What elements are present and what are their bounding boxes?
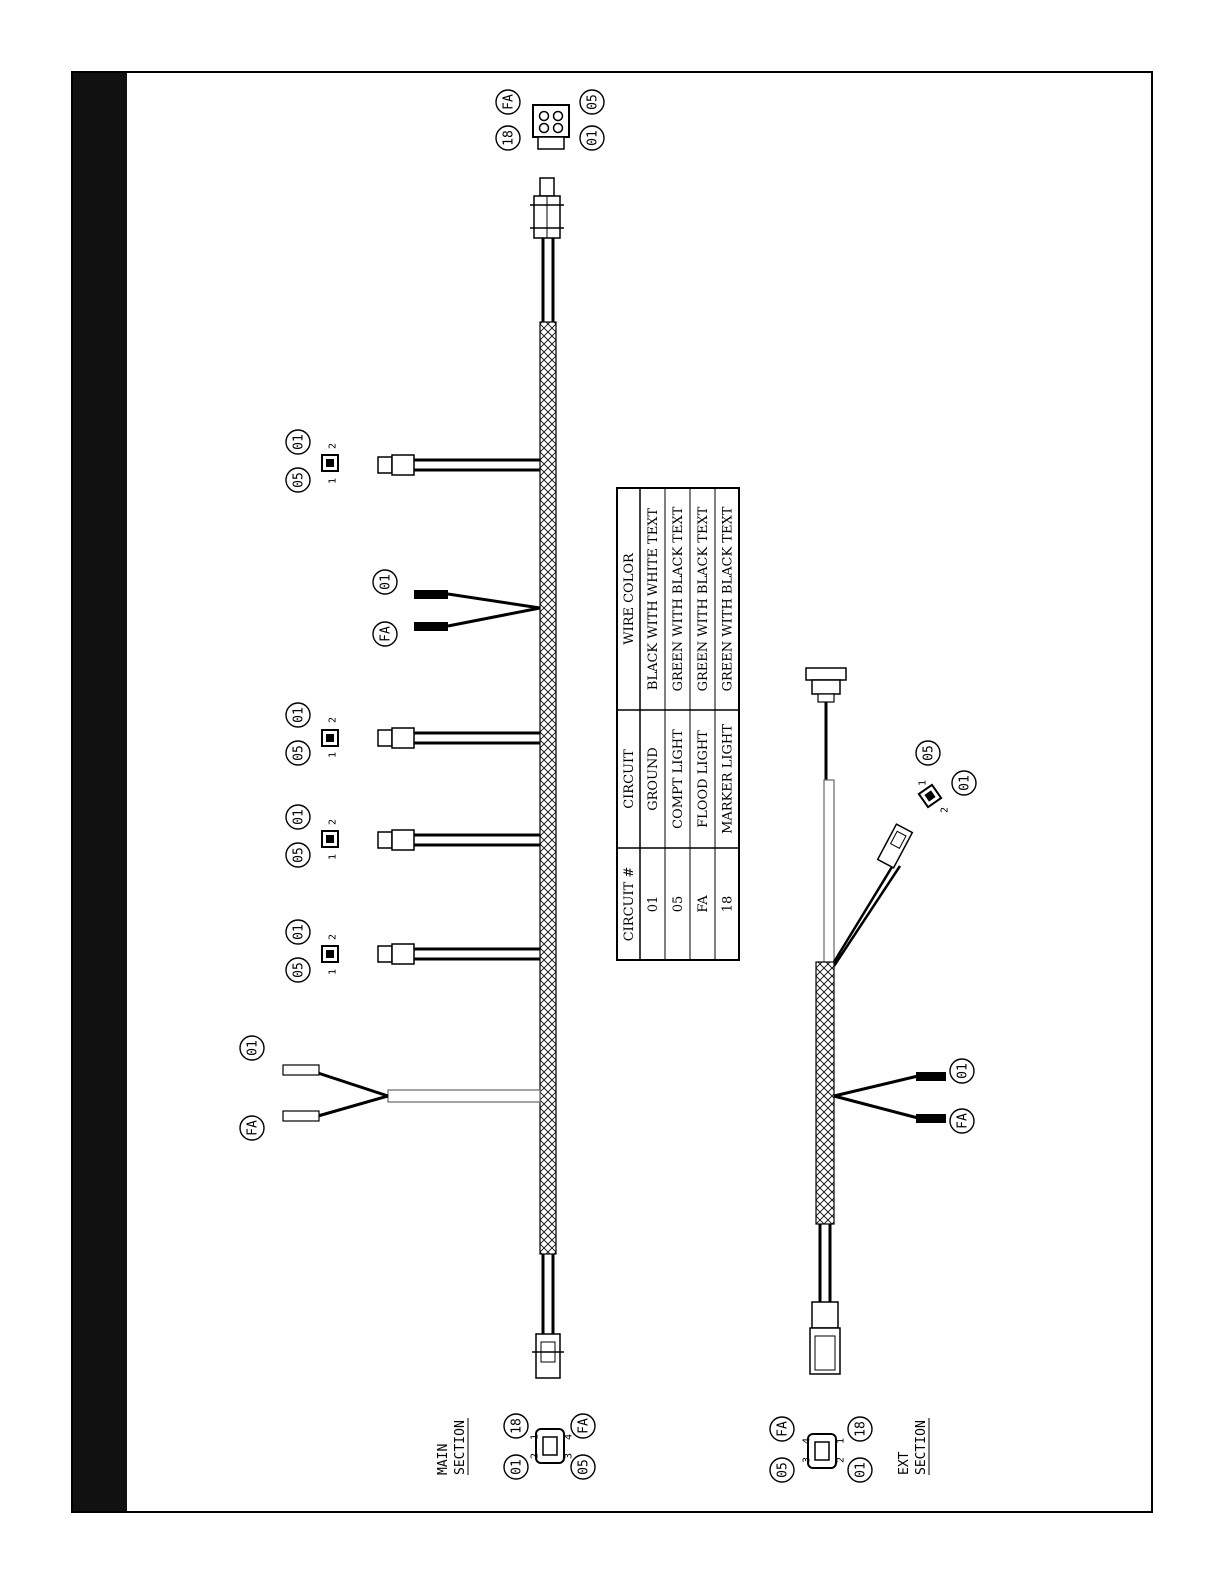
table-cell: 01	[646, 895, 661, 913]
main-section-label-2: SECTION	[453, 1420, 468, 1475]
ext-grommet	[806, 668, 846, 702]
pin-label-2: 2	[327, 442, 339, 450]
callout-labels	[246, 94, 973, 1478]
ext-section-label-1: EXT	[897, 1451, 912, 1475]
callout-01: 01	[957, 775, 973, 791]
table-cell: GREEN WITH BLACK TEXT	[671, 506, 686, 692]
table-cell: GREEN WITH BLACK TEXT	[696, 506, 711, 692]
callout-01: 01	[509, 1459, 525, 1475]
ext-braided-trunk	[816, 962, 834, 1224]
branch-3	[378, 830, 540, 850]
callout-fa: FA	[955, 1113, 971, 1129]
wire-color-table	[617, 488, 739, 960]
pin-label-1: 1	[327, 477, 339, 485]
table-header-circuit-number: CIRCUIT #	[622, 866, 637, 942]
branch-4	[378, 944, 540, 964]
table-cell: 18	[720, 895, 736, 913]
callout-18: 18	[509, 1418, 525, 1434]
callout-01: 01	[245, 1040, 261, 1056]
pin-label-1: 1	[917, 779, 929, 787]
callout-01: 01	[853, 1462, 869, 1478]
table-cell: FLOOD LIGHT	[696, 730, 711, 828]
callout-fa: FA	[245, 1120, 261, 1136]
callout-01: 01	[585, 130, 601, 146]
callout-01: 01	[291, 924, 307, 940]
main-top-connector	[530, 178, 564, 238]
sidebar-bar	[72, 72, 127, 1512]
pin-label-2: 2	[327, 716, 339, 724]
pin-label-1: 1	[835, 1437, 847, 1445]
pin-label-2: 2	[327, 818, 339, 826]
ext-branch	[834, 824, 912, 966]
table-cell: GROUND	[646, 747, 661, 811]
2pin-face-icon-1	[322, 455, 338, 471]
main-harness	[283, 178, 564, 1378]
table-cell: GREEN WITH BLACK TEXT	[720, 506, 736, 692]
table-cell: COMPT LIGHT	[671, 729, 686, 829]
table-header-circuit: CIRCUIT	[622, 749, 637, 809]
drawing-border	[72, 72, 1152, 1512]
callout-01: 01	[291, 707, 307, 723]
callout-fa: FA	[576, 1418, 592, 1434]
2pin-face-icon-3	[322, 831, 338, 847]
table-header-wire-color: WIRE COLOR	[622, 553, 637, 645]
pin-label-1: 1	[529, 1433, 541, 1441]
pin-label-4: 4	[801, 1437, 813, 1445]
callout-01: 01	[378, 574, 394, 590]
callout-05: 05	[775, 1462, 791, 1478]
main-braided-trunk	[540, 322, 556, 1254]
callout-fa: FA	[775, 1421, 791, 1437]
main-bottom-connector	[532, 1334, 564, 1378]
callout-05: 05	[576, 1459, 592, 1475]
pin-label-1: 1	[327, 853, 339, 861]
v-lead-upper	[414, 590, 540, 631]
callout-05: 05	[921, 745, 937, 761]
pin-label-2: 2	[835, 1456, 847, 1464]
callout-05: 05	[585, 94, 601, 110]
pin-label-2: 2	[529, 1452, 541, 1460]
pin-label-3: 3	[563, 1452, 575, 1460]
callout-circles	[240, 90, 976, 1482]
pin-label-4: 4	[563, 1433, 575, 1441]
2pin-face-icon-4	[322, 946, 338, 962]
callout-01: 01	[291, 809, 307, 825]
ext-section-label-2: SECTION	[914, 1420, 929, 1475]
callout-fa: FA	[378, 626, 394, 642]
table-cell: BLACK WITH WHITE TEXT	[646, 507, 661, 691]
sleeve-lead	[283, 1065, 540, 1121]
ext-sleeve	[824, 780, 834, 964]
callout-01: 01	[291, 434, 307, 450]
callout-05: 05	[291, 745, 307, 761]
ext-harness	[806, 668, 946, 1374]
2pin-face-icon-2	[322, 730, 338, 746]
callout-fa: FA	[501, 94, 517, 110]
main-section-label-1: MAIN	[436, 1443, 451, 1475]
callout-18: 18	[501, 130, 517, 146]
callout-05: 05	[291, 847, 307, 863]
callout-05: 05	[291, 472, 307, 488]
table-cell: FA	[696, 895, 711, 913]
callout-01: 01	[955, 1063, 971, 1079]
branch-2	[378, 728, 540, 748]
callout-18: 18	[853, 1421, 869, 1437]
pin-label-3: 3	[801, 1456, 813, 1464]
branch-1	[378, 455, 540, 475]
pin-label-2: 2	[939, 806, 951, 814]
table-cell: MARKER LIGHT	[720, 724, 736, 834]
v-lead-ext	[834, 1072, 946, 1123]
callout-05: 05	[291, 962, 307, 978]
pin-label-1: 1	[327, 751, 339, 759]
top-connector-face-icon	[533, 105, 569, 149]
table-cell: 05	[671, 895, 686, 913]
ext-2pin-face-icon	[919, 785, 941, 807]
ext-bottom-connector	[810, 1302, 840, 1374]
pin-label-1: 1	[327, 968, 339, 976]
pin-label-2: 2	[327, 933, 339, 941]
